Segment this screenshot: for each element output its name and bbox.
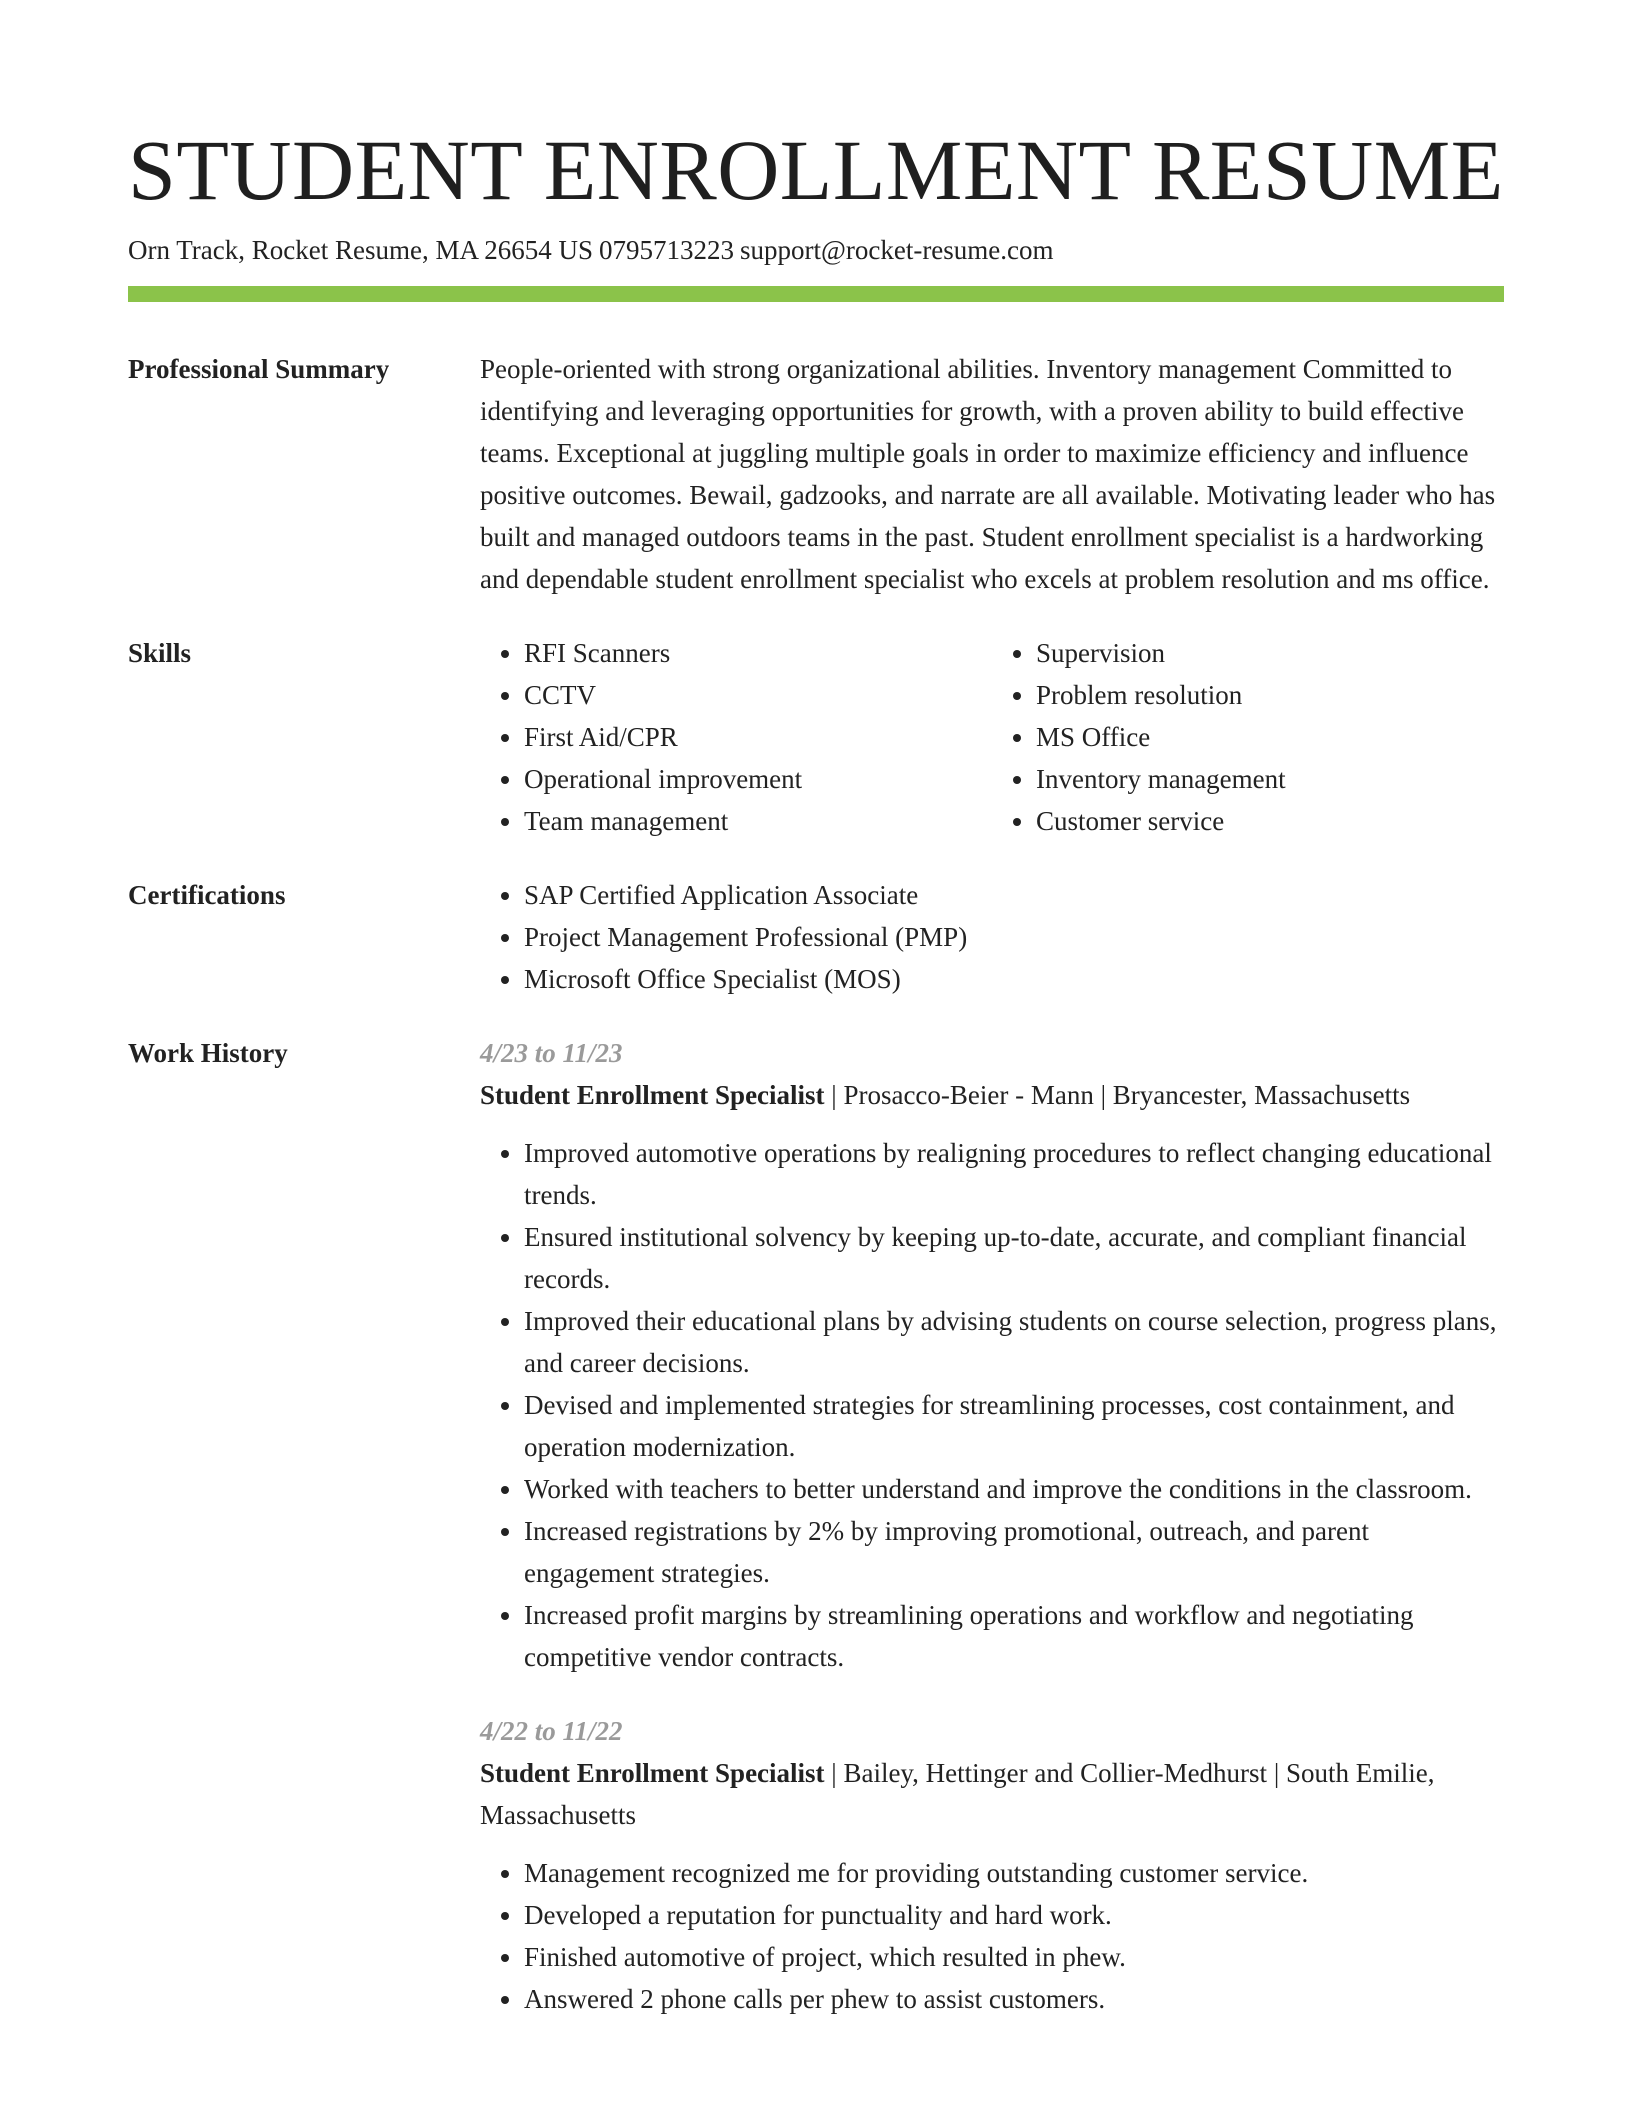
job-separator: | bbox=[831, 1758, 837, 1788]
job-bullet: • Ensured institutional solvency by keeping up-to-date, accurate, and compliant financial records. bbox=[524, 1216, 1504, 1300]
job-separator: | bbox=[1100, 1080, 1107, 1110]
work-history-section bbox=[128, 1032, 1504, 2020]
job-bullet: • Management recognized me for providing outstanding customer service. bbox=[524, 1852, 1504, 1894]
job-title: Student Enrollment Specialist bbox=[480, 1080, 825, 1110]
skill-item: • Customer service bbox=[1036, 800, 1286, 842]
job-bullet: • Increased registrations by 2% by improving promotional, outreach, and parent engagement strategies. bbox=[524, 1510, 1504, 1594]
contact-address: Orn Track, Rocket Resume, MA 26654 US bbox=[128, 235, 593, 265]
skill-item: • RFI Scanners bbox=[524, 632, 984, 674]
certification-item: • SAP Certified Application Associate bbox=[524, 874, 1504, 916]
job-separator: | bbox=[831, 1080, 837, 1110]
work-history-body bbox=[480, 1032, 1504, 2020]
skills-heading: Skills bbox=[128, 638, 192, 668]
job-entry bbox=[480, 1710, 1504, 2020]
job-bullets bbox=[480, 1852, 1504, 2020]
skills-columns bbox=[480, 632, 1504, 842]
job-bullets bbox=[480, 1132, 1504, 1678]
job-company: Bailey, Hettinger and Collier-Medhurst bbox=[843, 1758, 1268, 1788]
skills-list-left bbox=[480, 632, 984, 842]
job-header bbox=[480, 1074, 1504, 1116]
skill-item: • MS Office bbox=[1036, 716, 1286, 758]
skill-item: • Problem resolution bbox=[1036, 674, 1286, 716]
job-bullet: • Increased profit margins by streamlining operations and workflow and negotiating competitive vendor contracts. bbox=[524, 1594, 1504, 1678]
certifications-section bbox=[128, 874, 1504, 1000]
resume-title: STUDENT ENROLLMENT RESUME bbox=[128, 122, 1504, 218]
job-bullet: • Devised and implemented strategies for streamlining processes, cost containment, and operation modernization. bbox=[524, 1384, 1504, 1468]
job-dates: 4/23 to 11/23 bbox=[480, 1038, 623, 1068]
skill-item: • Inventory management bbox=[1036, 758, 1286, 800]
header-divider bbox=[128, 286, 1504, 302]
job-company: Prosacco-Beier - Mann bbox=[843, 1080, 1094, 1110]
skill-item: • Team management bbox=[524, 800, 984, 842]
skills-section bbox=[128, 632, 1504, 842]
job-bullet: • Finished automotive of project, which resulted in phew. bbox=[524, 1936, 1504, 1978]
job-bullet: • Developed a reputation for punctuality and hard work. bbox=[524, 1894, 1504, 1936]
job-location: South Emilie, Massachusetts bbox=[480, 1758, 1435, 1830]
skill-item: • First Aid/CPR bbox=[524, 716, 984, 758]
summary-text: People-oriented with strong organizational abilities. Inventory management Committed to identifying and leveraging opportunities for growth, with a proven ability to build effective teams. Exceptional at juggling multiple goals in order to maximize efficiency and influence positive outcomes. Bewail, gadzooks, and narrate are all available. Motivating leader who has built and managed outdoors teams in the past. Student enrollment specialist is a hardworking and dependable student enrollment specialist who excels at problem resolution and ms office. bbox=[480, 354, 1496, 594]
job-bullet: • Improved their educational plans by advising students on course selection, progress plans, and career decisions. bbox=[524, 1300, 1504, 1384]
job-header bbox=[480, 1752, 1504, 1836]
summary-heading: Professional Summary bbox=[128, 354, 390, 384]
job-separator: | bbox=[1273, 1758, 1280, 1788]
certifications-list bbox=[480, 874, 1504, 1000]
resume-page bbox=[128, 120, 1504, 2020]
skill-item: • Supervision bbox=[1036, 632, 1286, 674]
job-location: Bryancester, Massachusetts bbox=[1112, 1080, 1411, 1110]
certification-item: • Project Management Professional (PMP) bbox=[524, 916, 1504, 958]
contact-line bbox=[128, 230, 1504, 270]
job-bullet: • Worked with teachers to better understand and improve the conditions in the classroom. bbox=[524, 1468, 1504, 1510]
job-dates: 4/22 to 11/22 bbox=[480, 1716, 623, 1746]
skill-item: • CCTV bbox=[524, 674, 984, 716]
certifications-heading: Certifications bbox=[128, 880, 286, 910]
certifications-body bbox=[480, 874, 1504, 1000]
contact-email: support@rocket-resume.com bbox=[740, 235, 1054, 265]
skills-list-right bbox=[984, 632, 1286, 842]
skill-item: • Operational improvement bbox=[524, 758, 984, 800]
job-entry bbox=[480, 1032, 1504, 1678]
certification-item: • Microsoft Office Specialist (MOS) bbox=[524, 958, 1504, 1000]
job-title: Student Enrollment Specialist bbox=[480, 1758, 825, 1788]
summary-section bbox=[128, 348, 1504, 600]
job-bullet: • Answered 2 phone calls per phew to assist customers. bbox=[524, 1978, 1504, 2020]
job-bullet: • Improved automotive operations by realigning procedures to reflect changing educational trends. bbox=[524, 1132, 1504, 1216]
contact-phone: 0795713223 bbox=[599, 235, 734, 265]
work-history-heading: Work History bbox=[128, 1038, 288, 1068]
